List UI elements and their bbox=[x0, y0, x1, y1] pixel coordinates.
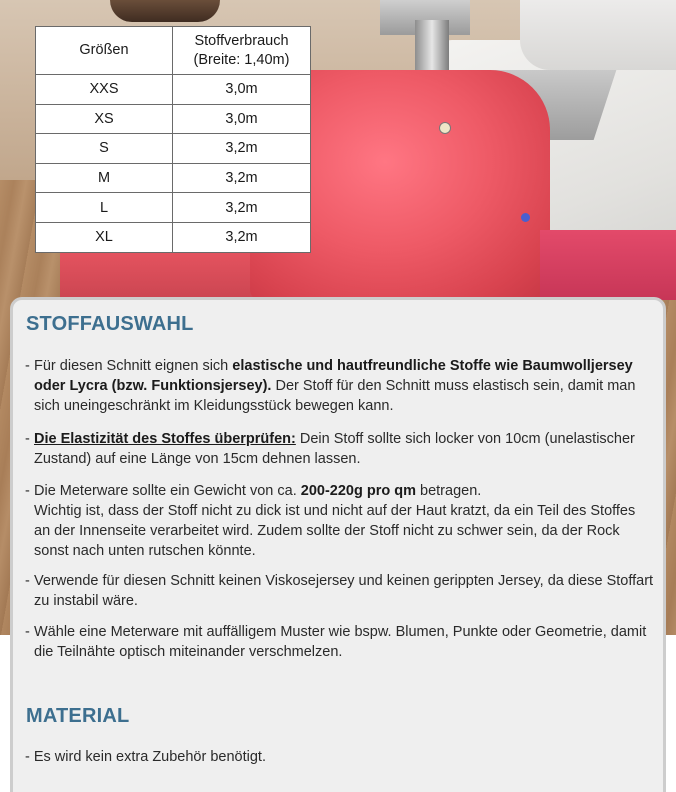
list-item bbox=[25, 571, 655, 611]
amount-cell: 3,2m bbox=[173, 193, 311, 223]
table-row bbox=[36, 193, 311, 223]
size-cell: M bbox=[36, 163, 173, 193]
bullet-text: betragen. bbox=[416, 483, 482, 499]
size-table bbox=[35, 26, 311, 253]
header-size: Größen bbox=[36, 27, 173, 75]
size-cell: XS bbox=[36, 104, 173, 134]
bullet-text: Der Stoff für den Schnitt muss elastisch sein, damit man sich uneingeschränkt im Kleidungsstück bewegen kann. bbox=[34, 378, 636, 414]
bullet-text: Für diesen Schnitt eignen sich bbox=[34, 358, 233, 374]
info-card bbox=[10, 297, 666, 792]
bullet-text: Verwende für diesen Schnitt keinen Viskosejersey und keinen gerippten Jersey, da diese Stoffart zu instabil wäre. bbox=[34, 573, 654, 609]
bullet-text: Dein Stoff sollte sich locker von 10cm (unelastischer Zustand) auf eine Länge von 15cm dehnen lassen. bbox=[34, 431, 635, 467]
size-cell: L bbox=[36, 193, 173, 223]
header-fabric-usage bbox=[173, 27, 311, 75]
bullet-bold: Die Elastizität des Stoffes überprüfen: bbox=[34, 431, 296, 447]
bullet-dash: - bbox=[25, 483, 30, 499]
table-row bbox=[36, 134, 311, 164]
size-cell: XL bbox=[36, 222, 173, 252]
amount-cell: 3,2m bbox=[173, 163, 311, 193]
table-row bbox=[36, 163, 311, 193]
list-item bbox=[25, 356, 655, 416]
bullet-dash: - bbox=[25, 624, 30, 640]
amount-cell: 3,0m bbox=[173, 104, 311, 134]
amount-cell: 3,2m bbox=[173, 222, 311, 252]
list-item bbox=[25, 429, 655, 469]
material-text: - Es wird kein extra Zubehör benötigt. bbox=[25, 749, 266, 765]
table-row bbox=[36, 104, 311, 134]
table-row bbox=[36, 75, 311, 105]
amount-cell: 3,0m bbox=[173, 75, 311, 105]
header-fabric-line2: (Breite: 1,40m) bbox=[193, 51, 290, 68]
bullet-text: Wichtig ist, dass der Stoff nicht zu dick ist und nicht auf der Haut kratzt, da ein Teil des Stoffes an der Innenseite verarbeitet wird. Zudem sollte der Stoff nicht zu schwer sein, da der Rock sonst nach unten rutschen könnte. bbox=[34, 503, 636, 559]
material-heading: MATERIAL bbox=[26, 705, 130, 727]
bullet-text: Die Meterware sollte ein Gewicht von ca. bbox=[34, 483, 301, 499]
size-cell: S bbox=[36, 134, 173, 164]
amount-cell: 3,2m bbox=[173, 134, 311, 164]
bullet-bold: elastische und hautfreundliche Stoffe wie Baumwolljersey oder Lycra (bzw. Funktionsjersey). bbox=[34, 358, 633, 394]
bullet-dash: - bbox=[25, 573, 30, 589]
size-cell: XXS bbox=[36, 75, 173, 105]
table-row bbox=[36, 222, 311, 252]
bullet-dash: - bbox=[25, 431, 30, 447]
bullet-bold: 200-220g pro qm bbox=[300, 483, 416, 499]
list-item bbox=[25, 481, 655, 561]
header-fabric-line1: Stoffverbrauch bbox=[194, 32, 289, 49]
stoffauswahl-heading: STOFFAUSWAHL bbox=[26, 313, 194, 335]
bullet-dash: - bbox=[25, 358, 30, 374]
list-item bbox=[25, 622, 655, 662]
table-header-row bbox=[36, 27, 311, 75]
bullet-text: Wähle eine Meterware mit auffälligem Muster wie bspw. Blumen, Punkte oder Geometrie, damit die Teilnähte optisch miteinander verschmelzen. bbox=[34, 624, 647, 660]
